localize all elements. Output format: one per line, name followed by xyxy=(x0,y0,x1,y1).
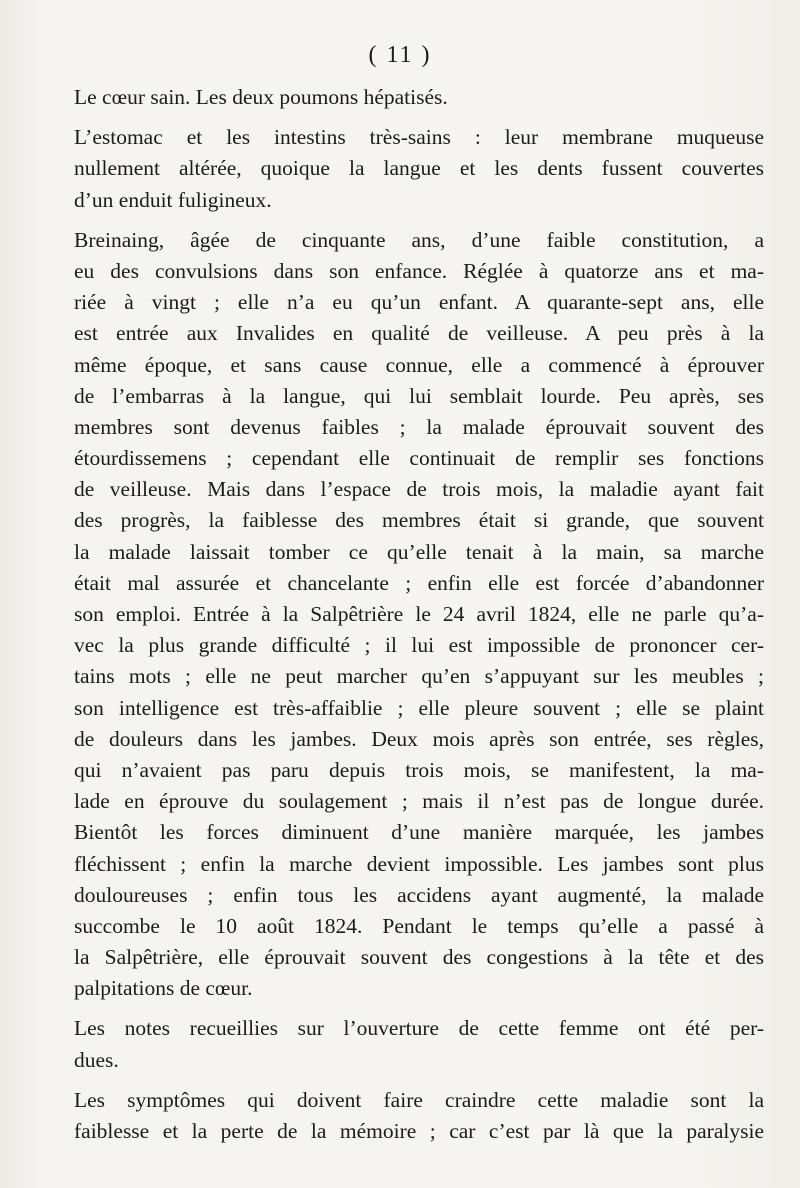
text-line: la Salpêtrière, elle éprouvait souvent des congestions à la tête et des xyxy=(74,945,764,970)
paragraph xyxy=(74,1013,764,1075)
paragraph xyxy=(74,122,764,216)
text-line: Les symptômes qui doivent faire craindre cette maladie sont la xyxy=(74,1087,764,1112)
text-line: palpitations de cœur. xyxy=(74,976,253,1001)
text-line: L’estomac et les intestins très-sains : leur membrane muqueuse xyxy=(74,125,764,150)
text-line: Bientôt les forces diminuent d’une manière marquée, les jambes xyxy=(74,820,764,845)
text-line: d’un enduit fuligineux. xyxy=(74,187,272,212)
page-number: ( 11 ) xyxy=(368,42,432,68)
text-line: était mal assurée et chancelante ; enfin elle est forcée d’abandonner xyxy=(74,570,764,595)
text-line: de veilleuse. Mais dans l’espace de trois mois, la maladie ayant fait xyxy=(74,477,764,502)
text-line: membres sont devenus faibles ; la malade éprouvait souvent des xyxy=(74,414,764,439)
text-line: Breinaing, âgée de cinquante ans, d’une faible constitution, a xyxy=(74,227,764,252)
paragraph xyxy=(74,225,764,1005)
text-line: douloureuses ; enfin tous les accidens ayant augmenté, la malade xyxy=(74,882,764,907)
paragraph xyxy=(74,82,764,113)
body-text xyxy=(74,82,764,1147)
paragraph-gap xyxy=(74,216,764,225)
text-line: de l’embarras à la langue, qui lui semblait lourde. Peu après, ses xyxy=(74,383,764,408)
text-line: même époque, et sans cause connue, elle a commencé à éprouver xyxy=(74,352,764,377)
text-line: faiblesse et la perte de la mémoire ; car c’est par là que la paralysie xyxy=(74,1119,764,1143)
text-line: est entrée aux Invalides en qualité de veilleuse. A peu près à la xyxy=(74,321,764,346)
text-line: Les notes recueillies sur l’ouverture de cette femme ont été per- xyxy=(74,1016,764,1041)
text-line: tains mots ; elle ne peut marcher qu’en s’appuyant sur les meubles ; xyxy=(74,664,764,689)
paragraph-gap xyxy=(74,113,764,122)
text-line: vec la plus grande difficulté ; il lui est impossible de prononcer cer- xyxy=(74,633,764,658)
text-line: eu des convulsions dans son enfance. Réglée à quatorze ans et ma- xyxy=(74,258,764,283)
text-line: nullement altérée, quoique la langue et les dents fussent couvertes xyxy=(74,156,764,181)
text-line: dues. xyxy=(74,1047,119,1072)
paragraph-gap xyxy=(74,1004,764,1013)
paragraph-gap xyxy=(74,1076,764,1085)
text-line: succombe le 10 août 1824. Pendant le temps qu’elle a passé à xyxy=(74,913,764,938)
text-line: lade en éprouve du soulagement ; mais il n’est pas de longue durée. xyxy=(74,789,764,814)
text-line: son intelligence est très-affaiblie ; elle pleure souvent ; elle se plaint xyxy=(74,695,764,720)
text-line: de douleurs dans les jambes. Deux mois après son entrée, ses règles, xyxy=(74,726,764,751)
text-line: riée à vingt ; elle n’a eu qu’un enfant. A quarante-sept ans, elle xyxy=(74,290,764,315)
text-line: son emploi. Entrée à la Salpêtrière le 24 avril 1824, elle ne parle qu’a- xyxy=(74,602,764,626)
text-line: étourdissemens ; cependant elle continuait de remplir ses fonctions xyxy=(74,446,764,471)
paragraph xyxy=(74,1085,764,1147)
text-line: fléchissent ; enfin la marche devient impossible. Les jambes sont plus xyxy=(74,851,764,876)
text-line: la malade laissait tomber ce qu’elle tenait à la main, sa marche xyxy=(74,539,764,564)
text-line: des progrès, la faiblesse des membres était si grande, que souvent xyxy=(74,508,764,533)
text-line: qui n’avaient pas paru depuis trois mois, se manifestent, la ma- xyxy=(74,757,764,782)
text-line: Le cœur sain. Les deux poumons hépatisés. xyxy=(74,85,448,109)
